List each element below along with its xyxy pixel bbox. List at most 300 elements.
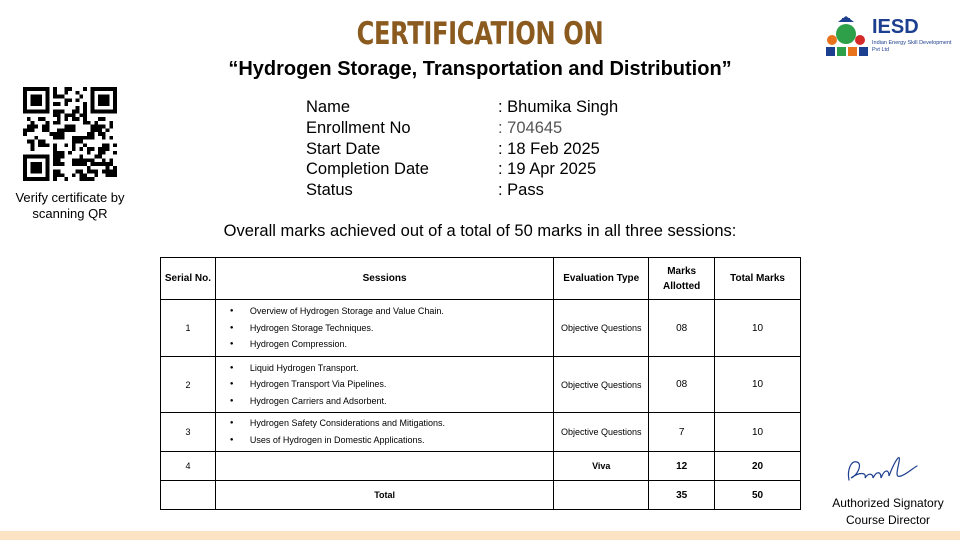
qr-module bbox=[57, 128, 61, 132]
qr-module bbox=[94, 155, 98, 159]
cell-sessions bbox=[215, 452, 553, 481]
course-title: “Hydrogen Storage, Transportation and Distribution” bbox=[228, 58, 732, 80]
qr-module bbox=[53, 91, 57, 95]
qr-module bbox=[46, 128, 50, 132]
qr-module bbox=[64, 113, 68, 117]
qr-module bbox=[23, 170, 27, 174]
qr-module bbox=[79, 162, 83, 166]
qr-module bbox=[72, 110, 76, 114]
qr-module bbox=[68, 125, 72, 129]
table-header-row bbox=[161, 258, 801, 300]
info-label: Enrollment No bbox=[306, 118, 411, 137]
qr-module bbox=[64, 87, 68, 91]
qr-module bbox=[109, 170, 113, 174]
qr-module bbox=[113, 102, 117, 106]
qr-module bbox=[38, 140, 42, 144]
qr-module bbox=[53, 95, 57, 99]
qr-module bbox=[42, 177, 46, 181]
qr-module bbox=[109, 162, 113, 166]
qr-module bbox=[31, 95, 35, 99]
qr-module bbox=[57, 117, 61, 121]
info-value: : 19 Apr 2025 bbox=[498, 160, 597, 179]
qr-module bbox=[94, 128, 98, 132]
qr-module bbox=[113, 110, 117, 114]
logo-name: IESD bbox=[872, 16, 919, 38]
qr-module bbox=[102, 117, 106, 121]
cell-sessions bbox=[215, 357, 553, 413]
qr-module bbox=[87, 177, 91, 181]
qr-module bbox=[23, 102, 27, 106]
qr-module bbox=[106, 170, 110, 174]
qr-module bbox=[94, 121, 98, 125]
qr-module bbox=[87, 132, 91, 136]
qr-module bbox=[38, 110, 42, 114]
qr-module bbox=[42, 155, 46, 159]
cell-total: 10 bbox=[715, 357, 801, 413]
qr-module bbox=[106, 102, 110, 106]
qr-module bbox=[61, 162, 65, 166]
qr-module bbox=[46, 155, 50, 159]
qr-module bbox=[91, 106, 95, 110]
qr-module bbox=[31, 87, 35, 91]
qr-module bbox=[46, 125, 50, 129]
qr-module bbox=[42, 110, 46, 114]
info-value: : Pass bbox=[498, 181, 544, 200]
qr-module bbox=[31, 125, 35, 129]
qr-module bbox=[98, 132, 102, 136]
info-label: Name bbox=[306, 98, 351, 116]
session-topic: ● Liquid Hydrogen Transport. bbox=[230, 360, 553, 377]
logo-subtitle: Indian Energy Skill Development Pvt Ltd bbox=[872, 40, 952, 53]
qr-module bbox=[76, 98, 80, 102]
cell-allotted: 08 bbox=[649, 300, 715, 357]
qr-module bbox=[46, 91, 50, 95]
cell-serial: 4 bbox=[161, 452, 216, 481]
qr-module bbox=[46, 87, 50, 91]
qr-module bbox=[57, 113, 61, 117]
qr-module bbox=[91, 102, 95, 106]
qr-module bbox=[46, 170, 50, 174]
session-topic: ● Overview of Hydrogen Storage and Value Chain. bbox=[230, 303, 553, 320]
qr-module bbox=[61, 132, 65, 136]
qr-module bbox=[79, 147, 83, 151]
qr-module bbox=[34, 155, 38, 159]
qr-module bbox=[76, 106, 80, 110]
cell-evaluation: Objective Questions bbox=[554, 357, 649, 413]
qr-module bbox=[98, 95, 102, 99]
signatory-block bbox=[820, 495, 956, 529]
cell-serial: 3 bbox=[161, 413, 216, 452]
qr-module bbox=[46, 102, 50, 106]
qr-module bbox=[94, 110, 98, 114]
qr-module bbox=[106, 162, 110, 166]
qr-module bbox=[46, 166, 50, 170]
qr-module bbox=[102, 147, 106, 151]
qr-module bbox=[91, 95, 95, 99]
qr-module bbox=[31, 121, 35, 125]
cell-allotted: 7 bbox=[649, 413, 715, 452]
footer-band bbox=[0, 531, 960, 540]
qr-module bbox=[72, 125, 76, 129]
cell-sessions bbox=[215, 300, 553, 357]
qr-module bbox=[87, 158, 91, 162]
qr-module bbox=[23, 87, 27, 91]
cell-total-label: Total bbox=[215, 481, 553, 510]
qr-module bbox=[102, 158, 106, 162]
qr-module bbox=[46, 98, 50, 102]
qr-code-icon[interactable] bbox=[23, 87, 117, 181]
header-allotted-line2: Allotted bbox=[663, 280, 701, 292]
qr-module bbox=[53, 170, 57, 174]
qr-module bbox=[102, 170, 106, 174]
qr-module bbox=[76, 140, 80, 144]
qr-module bbox=[98, 125, 102, 129]
qr-module bbox=[57, 95, 61, 99]
qr-module bbox=[109, 173, 113, 177]
qr-module bbox=[91, 170, 95, 174]
info-value: : Bhumika Singh bbox=[498, 98, 619, 116]
info-value: : 704645 bbox=[498, 118, 563, 137]
qr-module bbox=[31, 140, 35, 144]
qr-module bbox=[57, 110, 61, 114]
qr-module bbox=[23, 91, 27, 95]
qr-module bbox=[61, 155, 65, 159]
qr-module bbox=[23, 128, 27, 132]
qr-module bbox=[109, 158, 113, 162]
qr-module bbox=[83, 106, 87, 110]
cell-allotted: 08 bbox=[649, 357, 715, 413]
qr-module bbox=[38, 177, 42, 181]
qr-module bbox=[91, 125, 95, 129]
qr-module bbox=[23, 166, 27, 170]
session-topic: ● Hydrogen Storage Techniques. bbox=[230, 320, 553, 337]
qr-module bbox=[61, 95, 65, 99]
qr-module bbox=[98, 102, 102, 106]
qr-module bbox=[38, 95, 42, 99]
qr-module bbox=[38, 155, 42, 159]
qr-module bbox=[23, 177, 27, 181]
qr-module bbox=[46, 106, 50, 110]
iesd-emblem-icon bbox=[820, 14, 872, 60]
cell-allotted: 12 bbox=[649, 452, 715, 481]
qr-module bbox=[31, 166, 35, 170]
qr-module bbox=[61, 136, 65, 140]
qr-module bbox=[38, 170, 42, 174]
qr-module bbox=[109, 110, 113, 114]
qr-module bbox=[38, 162, 42, 166]
qr-module bbox=[79, 158, 83, 162]
qr-module bbox=[91, 158, 95, 162]
qr-module bbox=[83, 162, 87, 166]
qr-module bbox=[57, 132, 61, 136]
qr-module bbox=[42, 128, 46, 132]
qr-module bbox=[109, 136, 113, 140]
qr-module bbox=[113, 91, 117, 95]
qr-module bbox=[106, 143, 110, 147]
qr-module bbox=[31, 170, 35, 174]
qr-module bbox=[68, 98, 72, 102]
qr-module bbox=[27, 140, 31, 144]
qr-module bbox=[91, 132, 95, 136]
qr-module bbox=[34, 87, 38, 91]
qr-module bbox=[34, 136, 38, 140]
qr-module bbox=[91, 177, 95, 181]
header-allotted-line1: Marks bbox=[667, 265, 697, 277]
qr-module bbox=[53, 177, 57, 181]
qr-module bbox=[83, 102, 87, 106]
qr-module bbox=[46, 173, 50, 177]
qr-module bbox=[23, 110, 27, 114]
qr-module bbox=[91, 110, 95, 114]
qr-module bbox=[53, 132, 57, 136]
table-row bbox=[161, 413, 801, 452]
qr-module bbox=[87, 147, 91, 151]
qr-module bbox=[64, 125, 68, 129]
qr-module bbox=[27, 128, 31, 132]
qr-module bbox=[106, 173, 110, 177]
qr-module bbox=[87, 170, 91, 174]
qr-module bbox=[98, 155, 102, 159]
qr-module bbox=[94, 162, 98, 166]
qr-module bbox=[91, 147, 95, 151]
qr-module bbox=[98, 110, 102, 114]
qr-module bbox=[23, 106, 27, 110]
qr-module bbox=[79, 113, 83, 117]
qr-module bbox=[98, 87, 102, 91]
qr-module bbox=[106, 128, 110, 132]
qr-module bbox=[53, 110, 57, 114]
qr-module bbox=[23, 173, 27, 177]
qr-module bbox=[46, 143, 50, 147]
qr-module bbox=[76, 162, 80, 166]
qr-module bbox=[53, 173, 57, 177]
qr-module bbox=[79, 136, 83, 140]
qr-module bbox=[72, 113, 76, 117]
marks-summary: Overall marks achieved out of a total of 50 marks in all three sessions: bbox=[223, 222, 737, 240]
qr-module bbox=[64, 128, 68, 132]
qr-module bbox=[72, 143, 76, 147]
qr-module bbox=[87, 136, 91, 140]
qr-module bbox=[42, 125, 46, 129]
qr-module bbox=[34, 177, 38, 181]
qr-module bbox=[38, 87, 42, 91]
qr-module bbox=[57, 158, 61, 162]
cell-allotted: 35 bbox=[649, 481, 715, 510]
qr-module bbox=[113, 170, 117, 174]
qr-module bbox=[53, 87, 57, 91]
qr-module bbox=[72, 147, 76, 151]
qr-module bbox=[98, 162, 102, 166]
qr-module bbox=[31, 110, 35, 114]
qr-module bbox=[106, 166, 110, 170]
info-row-enrollment bbox=[306, 118, 618, 139]
qr-module bbox=[113, 95, 117, 99]
cell-serial bbox=[161, 481, 216, 510]
info-label: Completion Date bbox=[306, 160, 429, 179]
qr-module bbox=[83, 87, 87, 91]
qr-module bbox=[57, 102, 61, 106]
qr-module bbox=[31, 147, 35, 151]
qr-module bbox=[102, 162, 106, 166]
qr-module bbox=[94, 173, 98, 177]
info-row-start-date bbox=[306, 139, 618, 160]
qr-module bbox=[34, 170, 38, 174]
qr-module bbox=[31, 98, 35, 102]
qr-module bbox=[34, 102, 38, 106]
qr-module bbox=[72, 136, 76, 140]
qr-module bbox=[34, 98, 38, 102]
qr-module bbox=[91, 162, 95, 166]
qr-module bbox=[57, 151, 61, 155]
qr-module bbox=[23, 98, 27, 102]
certificate-heading: CERTIFICATION ON bbox=[356, 16, 604, 52]
header-sessions: Sessions bbox=[215, 258, 553, 300]
qr-module bbox=[87, 166, 91, 170]
iesd-logo bbox=[820, 14, 950, 60]
qr-module bbox=[53, 143, 57, 147]
info-label: Start Date bbox=[306, 139, 381, 158]
qr-module bbox=[53, 147, 57, 151]
qr-module bbox=[113, 87, 117, 91]
header-evaluation: Evaluation Type bbox=[554, 258, 649, 300]
qr-caption: Verify certificate by scanning QR bbox=[15, 190, 125, 221]
qr-module bbox=[53, 121, 57, 125]
qr-module bbox=[113, 106, 117, 110]
qr-module bbox=[102, 136, 106, 140]
qr-module bbox=[27, 110, 31, 114]
qr-module bbox=[106, 110, 110, 114]
qr-module bbox=[76, 110, 80, 114]
qr-module bbox=[27, 117, 31, 121]
qr-module bbox=[83, 121, 87, 125]
qr-module bbox=[61, 128, 65, 132]
qr-module bbox=[46, 110, 50, 114]
qr-module bbox=[79, 155, 83, 159]
qr-module bbox=[72, 162, 76, 166]
qr-module bbox=[102, 125, 106, 129]
qr-module bbox=[23, 158, 27, 162]
qr-module bbox=[102, 87, 106, 91]
qr-module bbox=[42, 87, 46, 91]
info-value: : 18 Feb 2025 bbox=[498, 139, 600, 158]
qr-module bbox=[53, 162, 57, 166]
qr-module bbox=[23, 95, 27, 99]
qr-module bbox=[23, 132, 27, 136]
cell-sessions bbox=[215, 413, 553, 452]
qr-module bbox=[113, 173, 117, 177]
qr-module bbox=[34, 110, 38, 114]
qr-module bbox=[42, 140, 46, 144]
qr-module bbox=[98, 98, 102, 102]
table-row bbox=[161, 452, 801, 481]
qr-module bbox=[27, 125, 31, 129]
qr-module bbox=[34, 162, 38, 166]
qr-module bbox=[68, 151, 72, 155]
qr-module bbox=[102, 98, 106, 102]
qr-module bbox=[91, 98, 95, 102]
cell-total: 50 bbox=[715, 481, 801, 510]
qr-module bbox=[94, 125, 98, 129]
qr-module bbox=[57, 136, 61, 140]
qr-module bbox=[109, 121, 113, 125]
qr-module bbox=[72, 173, 76, 177]
qr-module bbox=[46, 95, 50, 99]
table-row bbox=[161, 300, 801, 357]
qr-module bbox=[61, 110, 65, 114]
qr-module bbox=[79, 95, 83, 99]
qr-module bbox=[31, 155, 35, 159]
cell-serial: 1 bbox=[161, 300, 216, 357]
qr-module bbox=[83, 173, 87, 177]
qr-module bbox=[113, 143, 117, 147]
cell-total: 20 bbox=[715, 452, 801, 481]
qr-module bbox=[27, 87, 31, 91]
qr-module bbox=[72, 158, 76, 162]
qr-module bbox=[31, 102, 35, 106]
qr-module bbox=[27, 155, 31, 159]
cell-total: 10 bbox=[715, 300, 801, 357]
session-topic: ● Hydrogen Carriers and Adsorbent. bbox=[230, 393, 553, 410]
qr-module bbox=[76, 136, 80, 140]
qr-module bbox=[64, 177, 68, 181]
qr-module bbox=[31, 143, 35, 147]
qr-module bbox=[64, 117, 68, 121]
qr-module bbox=[79, 177, 83, 181]
cell-total: 10 bbox=[715, 413, 801, 452]
participant-info bbox=[306, 97, 618, 201]
qr-module bbox=[102, 110, 106, 114]
qr-module bbox=[94, 87, 98, 91]
qr-module bbox=[91, 87, 95, 91]
header-total-marks: Total Marks bbox=[715, 258, 801, 300]
qr-module bbox=[38, 166, 42, 170]
qr-module bbox=[83, 136, 87, 140]
qr-module bbox=[109, 87, 113, 91]
table-row bbox=[161, 357, 801, 413]
qr-module bbox=[98, 151, 102, 155]
cell-evaluation bbox=[554, 481, 649, 510]
qr-module bbox=[102, 143, 106, 147]
qr-module bbox=[53, 155, 57, 159]
cell-evaluation: Objective Questions bbox=[554, 413, 649, 452]
qr-module bbox=[113, 151, 117, 155]
qr-module bbox=[87, 151, 91, 155]
qr-module bbox=[106, 95, 110, 99]
qr-module bbox=[34, 125, 38, 129]
qr-module bbox=[38, 117, 42, 121]
qr-module bbox=[68, 113, 72, 117]
qr-module bbox=[76, 158, 80, 162]
qr-module bbox=[53, 102, 57, 106]
info-label: Status bbox=[306, 181, 353, 200]
qr-module bbox=[57, 155, 61, 159]
marks-table bbox=[160, 257, 801, 510]
qr-module bbox=[61, 173, 65, 177]
qr-module bbox=[102, 132, 106, 136]
cell-evaluation: Viva bbox=[554, 452, 649, 481]
qr-module bbox=[106, 87, 110, 91]
qr-module bbox=[76, 117, 80, 121]
qr-module bbox=[72, 128, 76, 132]
qr-module bbox=[42, 117, 46, 121]
qr-module bbox=[98, 147, 102, 151]
qr-module bbox=[64, 98, 68, 102]
qr-module bbox=[106, 98, 110, 102]
qr-module bbox=[91, 91, 95, 95]
qr-module bbox=[53, 151, 57, 155]
qr-module bbox=[98, 117, 102, 121]
qr-module bbox=[61, 151, 65, 155]
